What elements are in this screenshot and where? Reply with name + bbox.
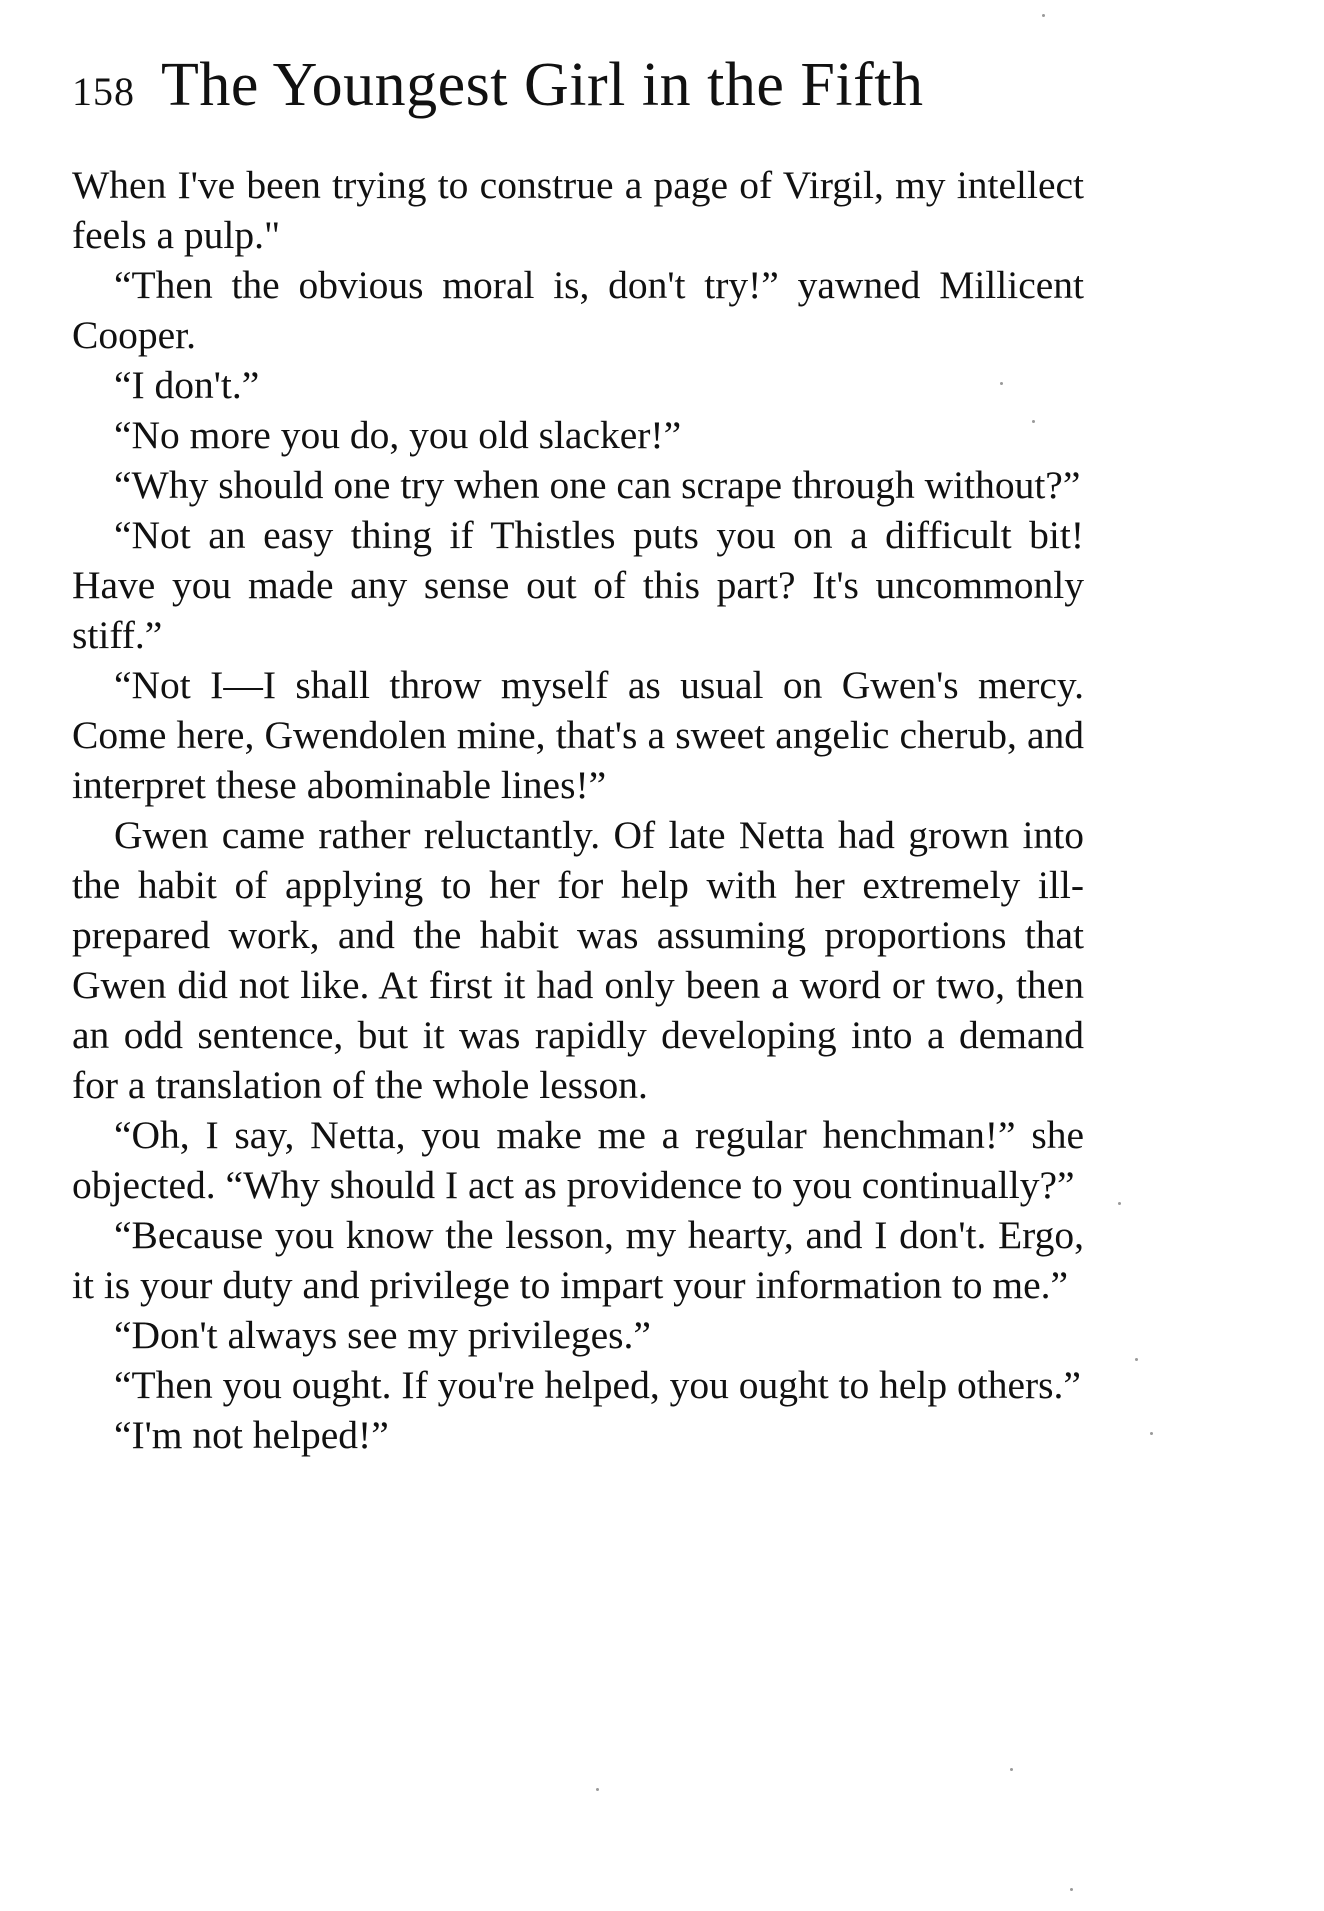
paragraph: “Not I—I shall throw myself as usual on Gwen's mercy. Come here, Gwendolen mine, that's a sweet angelic cherub, and interpret these abominable lines!” <box>72 663 1084 807</box>
paragraph: “Then the obvious moral is, don't try!” yawned Millicent Cooper. <box>72 263 1084 357</box>
scan-speck <box>1070 1888 1073 1891</box>
body-text <box>72 160 1084 1460</box>
scan-speck <box>1010 1768 1013 1771</box>
paragraph: “Then you ought. If you're helped, you ought to help others.” <box>114 1363 1081 1407</box>
page-number: 158 <box>72 69 135 114</box>
scan-speck <box>1135 1358 1138 1361</box>
page-content <box>72 50 1084 1460</box>
paragraph: “Because you know the lesson, my hearty, and I don't. Ergo, it is your duty and privilege to impart your information to me.” <box>72 1213 1084 1307</box>
scan-speck <box>1032 420 1035 423</box>
scan-speck <box>1118 1202 1121 1205</box>
scan-speck <box>1042 14 1045 17</box>
running-title: The Youngest Girl in the Fifth <box>161 51 924 119</box>
paragraph: “No more you do, you old slacker!” <box>114 413 682 457</box>
paragraph: When I've been trying to construe a page of Virgil, my intellect feels a pulp." <box>72 163 1084 257</box>
page-header <box>72 50 1084 142</box>
paragraph: “Don't always see my privileges.” <box>114 1313 651 1357</box>
scan-speck <box>1000 382 1003 385</box>
paragraph: “Oh, I say, Netta, you make me a regular henchman!” she objected. “Why should I act as providence to you continually?” <box>72 1113 1084 1207</box>
scan-speck <box>596 1788 599 1791</box>
paragraph: “I'm not helped!” <box>114 1413 389 1457</box>
paragraph: “Why should one try when one can scrape through without?” <box>114 463 1081 507</box>
scan-speck <box>1150 1432 1153 1435</box>
paragraph: “Not an easy thing if Thistles puts you on a difficult bit! Have you made any sense out of this part? It's uncommonly stiff.” <box>72 513 1084 657</box>
paragraph: Gwen came rather reluctantly. Of late Netta had grown into the habit of applying to her for help with her extremely ill-prepared work, and the habit was assuming proportions that Gwen did not like. At first it had only been a word or two, then an odd sentence, but it was rapidly developing into a demand for a translation of the whole lesson. <box>72 813 1084 1107</box>
paragraph: “I don't.” <box>114 363 260 407</box>
